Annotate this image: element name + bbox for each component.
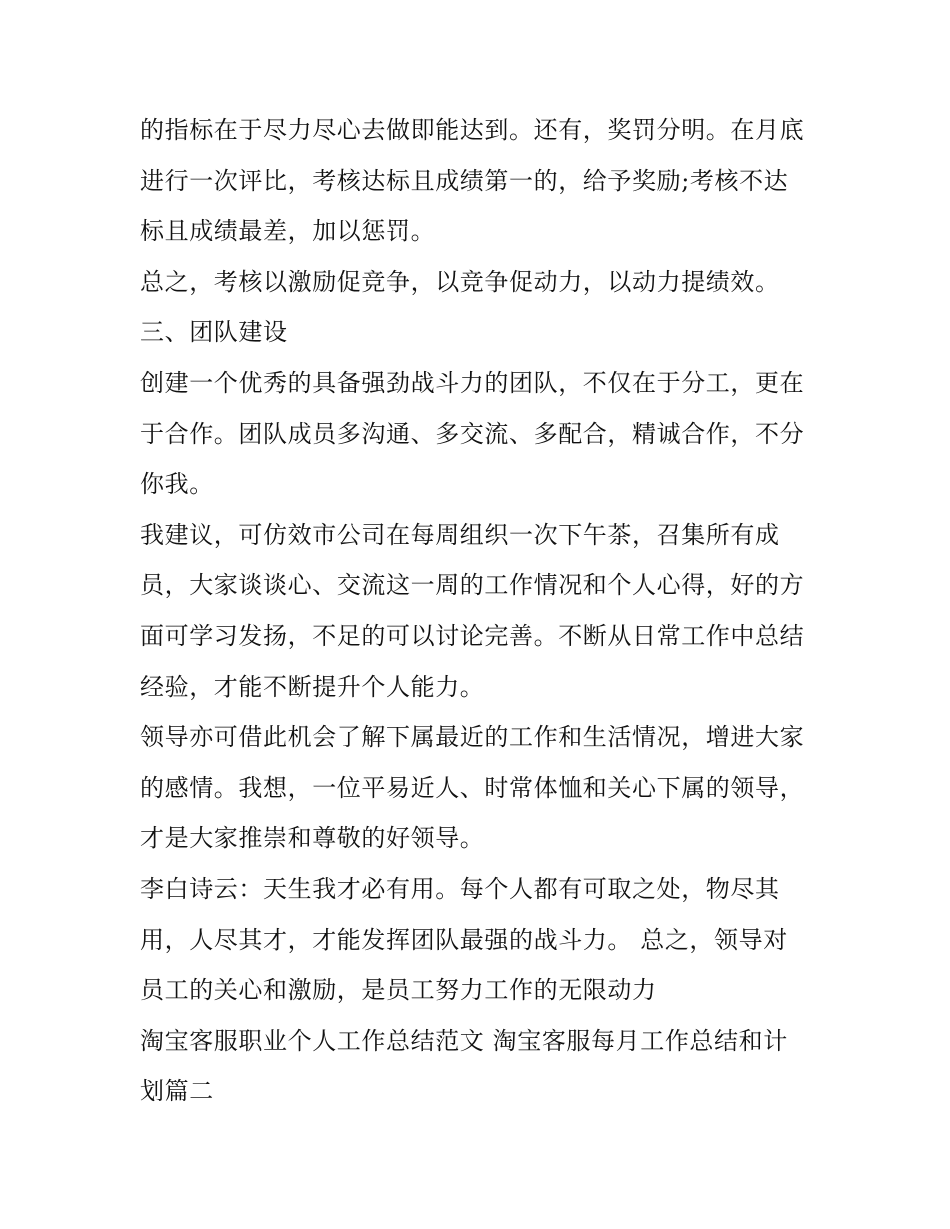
text-line: 创建一个优秀的具备强劲战斗力的团队，不仅在于分工，更在 xyxy=(140,368,805,397)
text-line: 员，大家谈谈心、交流这一周的工作情况和个人心得，好的方 xyxy=(140,571,805,600)
text-line: 总之，考核以激励促竞争，以竞争促动力，以动力提绩效。 xyxy=(140,267,780,296)
text-line: 的感情。我想，一位平易近人、时常体恤和关心下属的领导， xyxy=(140,773,805,802)
text-line: 面可学习发扬，不足的可以讨论完善。不断从日常工作中总结 xyxy=(140,621,805,650)
article-title-line: 淘宝客服职业个人工作总结范文 淘宝客服每月工作总结和计 xyxy=(140,1026,788,1055)
text-line: 进行一次评比，考核达标且成绩第一的，给予奖励;考核不达 xyxy=(140,166,789,195)
text-line: 用，人尽其才，才能发挥团队最强的战斗力。 总之，领导对 xyxy=(140,925,788,954)
text-line: 的指标在于尽力尽心去做即能达到。还有，奖罚分明。在月底 xyxy=(140,116,805,144)
text-line: 李白诗云：天生我才必有用。每个人都有可取之处，物尽其 xyxy=(140,874,780,903)
text-line: 于合作。团队成员多沟通、多交流、多配合，精诚合作，不分 xyxy=(140,419,805,448)
document-body xyxy=(140,105,820,1117)
article-title-line: 划篇二 xyxy=(140,1077,214,1106)
text-line: 你我。 xyxy=(140,470,214,499)
text-line: 员工的关心和激励，是员工努力工作的无限动力 xyxy=(140,976,657,1005)
text-line: 才是大家推崇和尊敬的好领导。 xyxy=(140,824,485,853)
text-line: 我建议，可仿效市公司在每周组织一次下午茶，召集所有成 xyxy=(140,520,780,549)
text-line: 经验，才能不断提升个人能力。 xyxy=(140,672,485,701)
text-line: 标且成绩最差，加以惩罚。 xyxy=(140,217,436,246)
section-heading: 三、团队建设 xyxy=(140,318,288,347)
text-line: 领导亦可借此机会了解下属最近的工作和生活情况，增进大家 xyxy=(140,723,805,752)
